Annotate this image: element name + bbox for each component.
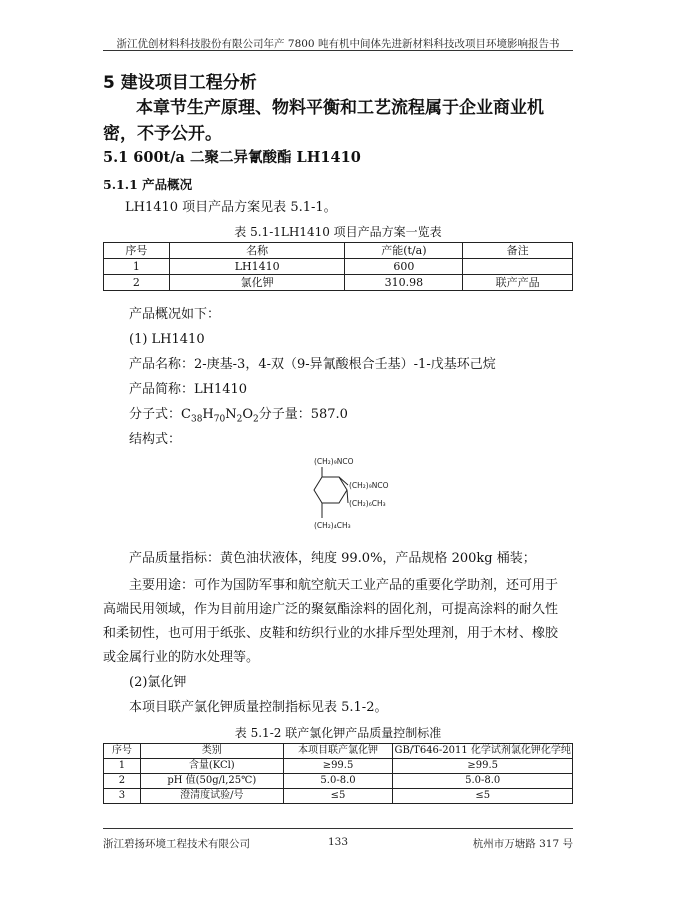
confidential-notice-line1: 本章节生产原理、物料平衡和工艺流程属于企业商业机 (136, 98, 544, 118)
substituent-right-2: (CH₂)₆CH₃ (349, 499, 386, 508)
header-cell: 序号 (104, 744, 141, 759)
table-cell: 氯化钾 (169, 275, 345, 291)
item1-label: (1) LH1410 (129, 332, 205, 347)
formula-n: N (225, 407, 237, 422)
substituent-bottom: (CH₂)₄CH₃ (314, 521, 351, 530)
table-header-row (104, 744, 573, 759)
section-5-1-title: 5.1 600t/a 二聚二异氰酸酯 LH1410 (103, 149, 361, 166)
usage-line1: 主要用途：可作为国防军事和航空航天工业产品的重要化学助剂，还可用于 (129, 578, 559, 593)
formula-n-count: 2 (236, 414, 243, 425)
table-cell: 1 (104, 759, 141, 774)
table-cell: ≥99.5 (283, 759, 393, 774)
table-cell: 310.98 (345, 275, 463, 291)
formula-h-count: 70 (213, 414, 226, 425)
product-short-name: 产品简称：LH1410 (129, 382, 248, 397)
table-cell: 含量(KCl) (140, 759, 283, 774)
footer-company: 浙江碧扬环境工程技术有限公司 (103, 838, 250, 850)
overview-lead: 产品概况如下： (129, 307, 221, 322)
usage-line3: 和柔韧性，也可用于纸张、皮鞋和纺织行业的水排斥型处理剂，用于木材、橡胶 (103, 626, 559, 641)
formula-c-count: 38 (190, 414, 203, 425)
table-cell: 3 (104, 789, 141, 804)
usage-line2: 高端民用领域，作为目前用途广泛的聚氨酯涂料的固化剂，可提高涂料的耐久性 (103, 602, 559, 617)
confidential-notice-line2: 密，不予公开。 (103, 124, 222, 144)
header-rule (103, 50, 573, 51)
table-cell: 2 (104, 275, 170, 291)
formula-c: C (181, 407, 191, 422)
kcl-quality-table (103, 743, 573, 804)
header-cell: 产能(t/a) (345, 243, 463, 259)
table-header-row (104, 243, 573, 259)
usage-line4: 或金属行业的防水处理等。 (103, 650, 260, 665)
section-5-1-1-title: 5.1.1 产品概况 (103, 177, 193, 192)
chapter-title: 5 建设项目工程分析 (103, 73, 257, 93)
table-cell: 联产产品 (463, 275, 573, 291)
table-cell: ≤5 (393, 789, 573, 804)
formula-line (129, 404, 348, 431)
table-row (104, 259, 573, 275)
header-cell: 备注 (463, 243, 573, 259)
product-name-line: 产品名称：2-庚基-3，4-双（9-异氰酸根合壬基）-1-戊基环己烷 (129, 357, 496, 372)
quality-spec: 产品质量指标：黄色油状液体，纯度 99.0%，产品规格 200kg 桶装； (129, 551, 536, 566)
structure-label: 结构式： (129, 432, 182, 447)
molecular-weight: 分子量：587.0 (258, 407, 348, 422)
footer-address: 杭州市万塘路 317 号 (472, 838, 573, 850)
table-cell: 澄清度试验/号 (140, 789, 283, 804)
table-cell: pH 值(50g/l,25℃) (140, 774, 283, 789)
table-row (104, 759, 573, 774)
table-cell: ≥99.5 (393, 759, 573, 774)
table-cell: LH1410 (169, 259, 345, 275)
table-row (104, 789, 573, 804)
header-cell: GB/T646-2011 化学试剂氯化钾化学纯 (393, 744, 573, 759)
table-row (104, 774, 573, 789)
header-cell: 本项目联产氯化钾 (283, 744, 393, 759)
formula-o: O (242, 407, 253, 422)
table2-caption: 表 5.1-2 联产氯化钾产品质量控制标准 (234, 726, 442, 740)
formula-o-count: 2 (253, 414, 259, 425)
kcl-intro: 本项目联产氯化钾质量控制指标见表 5.1-2。 (129, 700, 388, 715)
table-cell: 2 (104, 774, 141, 789)
footer-rule (103, 828, 573, 829)
table-cell (463, 259, 573, 275)
table-cell: 600 (345, 259, 463, 275)
table-row (104, 275, 573, 291)
table1-caption: 表 5.1-1LH1410 项目产品方案一览表 (234, 225, 442, 239)
table-cell: 5.0-8.0 (283, 774, 393, 789)
item2-label: (2)氯化钾 (129, 675, 187, 690)
substituent-right-1: (CH₂)₉NCO (349, 481, 389, 490)
intro-paragraph: LH1410 项目产品方案见表 5.1-1。 (125, 200, 337, 215)
table-cell: 1 (104, 259, 170, 275)
table-cell: ≤5 (283, 789, 393, 804)
product-plan-table (103, 242, 573, 291)
page-number: 133 (327, 836, 349, 848)
formula-label: 分子式： (129, 407, 182, 422)
cyclohexane-ring (314, 467, 348, 518)
structural-formula (296, 450, 426, 540)
formula-h: H (202, 407, 214, 422)
header-cell: 名称 (169, 243, 345, 259)
substituent-top: (CH₂)₉NCO (314, 457, 354, 466)
page-header: 浙江优创材料科技股份有限公司年产 7800 吨有机中间体先进新材料科技改项目环境影响报告书 (116, 38, 560, 50)
header-cell: 类别 (140, 744, 283, 759)
header-cell: 序号 (104, 243, 170, 259)
table-cell: 5.0-8.0 (393, 774, 573, 789)
